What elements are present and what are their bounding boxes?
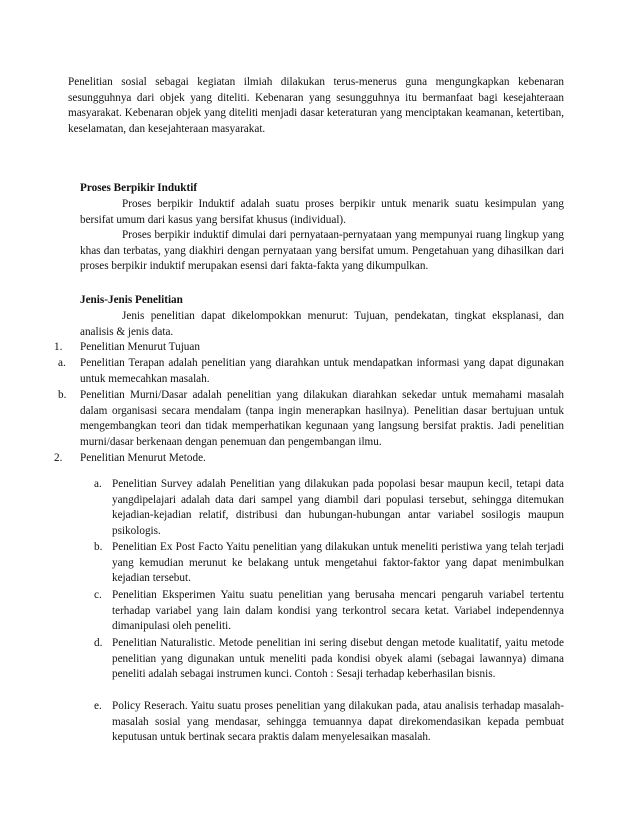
induktif-section bbox=[80, 197, 564, 275]
list-marker: b. bbox=[58, 389, 67, 401]
list-text: Penelitian Ex Post Facto Yaitu penelitian yang dilakukan untuk meneliti peristiwa yang telah terjadi yang kemudian merunut ke belakang untuk mengetahui faktor-faktor yang dapat menimbulkan kejadian tersebut. bbox=[112, 541, 564, 585]
list-marker: c. bbox=[94, 589, 102, 601]
intro-text: Penelitian sosial sebagai kegiatan ilmiah dilakukan terus-menerus guna mengungkapkan kebenaran sesungguhnya dari objek yang diteliti. Kebenaran yang sesungguhnya itu bermanfaat bagi kesejahteraan masyarakat. Kebenaran objek yang diteliti menjadi dasar keteraturan yang menciptakan keamanan, ketertiban, keselamatan, dan kesejahteraan masyarakat. bbox=[68, 76, 564, 135]
list-text: Penelitian Survey adalah Penelitian yang dilakukan pada popolasi besar maupun kecil, tetapi data yangdipelajari adalah data dari sampel yang diambil dari populasi tersebut, sehingga ditemukan kejadian-kejadian relatif, distribusi dan hubungan-hubungan antar variabel sosilogis maupun psikologis. bbox=[112, 478, 564, 537]
list-marker: e. bbox=[94, 700, 102, 712]
induktif-heading: Proses Berpikir Induktif bbox=[80, 182, 198, 194]
induktif-paragraph-1: Proses berpikir Induktif adalah suatu proses berpikir untuk menarik suatu kesimpulan yang bersifat umum dari kasus yang bersifat khusus (individual). bbox=[80, 198, 564, 226]
list-text: Penelitian Menurut Tujuan bbox=[80, 341, 200, 353]
list-text: Penelitian Menurut Metode. bbox=[80, 452, 206, 464]
jenis-intro-block bbox=[80, 309, 564, 340]
list-marker: 1. bbox=[54, 341, 63, 353]
jenis-intro-text: Jenis penelitian dapat dikelompokkan menurut: Tujuan, pendekatan, tingkat eksplanasi, dan analisis & jenis data. bbox=[80, 310, 564, 338]
list-marker: b. bbox=[94, 541, 103, 553]
induktif-paragraph-2: Proses berpikir induktif dimulai dari pernyataan-pernyataan yang mempunyai ruang lingkup yang khas dan terbatas, yang diakhiri dengan pernyataan yang bersifat umum. Pengetahuan yang dihasilkan dari proses berpikir induktif merupakan esensi dari fakta-fakta yang dikumpulkan. bbox=[80, 229, 564, 273]
jenis-heading: Jenis-Jenis Penelitian bbox=[80, 294, 183, 306]
intro-paragraph bbox=[68, 75, 564, 137]
list-text: Penelitian Naturalistic. Metode penelitian ini sering disebut dengan metode kualitatif, yaitu metode penelitian yang digunakan untuk meneliti pada kondisi obyek alami (sebagai lawannya) dimana peneliti adalah sebagai instrumen kunci. Contoh : Sesaji terhadap keberhasilan bisnis. bbox=[112, 637, 564, 681]
list-marker: 2. bbox=[54, 452, 63, 464]
list-marker: a. bbox=[58, 357, 66, 369]
list-text: Policy Reserach. Yaitu suatu proses penelitian yang dilakukan pada, atau analisis terhadap masalah-masalah sosial yang mendasar, sehingga temuannya dapat direkomendasikan kepada pembuat keputusan untuk bertinak secara praktis dalam menyelesaikan masalah. bbox=[112, 700, 564, 744]
list-text: Penelitian Eksperimen Yaitu suatu penelitian yang berusaha mencari pengaruh variabel tertentu terhadap variabel yang lain dalam kondisi yang terkontrol secara ketat. Variabel independennya dimanipulasi oleh peneliti. bbox=[112, 589, 564, 633]
list-marker: d. bbox=[94, 637, 103, 649]
list-text: Penelitian Terapan adalah penelitian yang diarahkan untuk mendapatkan informasi yang dapat digunakan untuk memecahkan masalah. bbox=[80, 357, 564, 385]
list-marker: a. bbox=[94, 478, 102, 490]
list-text: Penelitian Murni/Dasar adalah penelitian yang dilakukan diarahkan sekedar untuk memahami masalah dalam organisasi secara mendalam (tanpa ingin menerapkan hasilnya). Penelitian dasar bertujuan untuk mengembangkan teori dan tidak memperhatikan kegunaan yang langsung bersifat praktis. Jadi penelitian murni/dasar berkenaan dengan penemuan dan pengembangan ilmu. bbox=[80, 389, 564, 448]
